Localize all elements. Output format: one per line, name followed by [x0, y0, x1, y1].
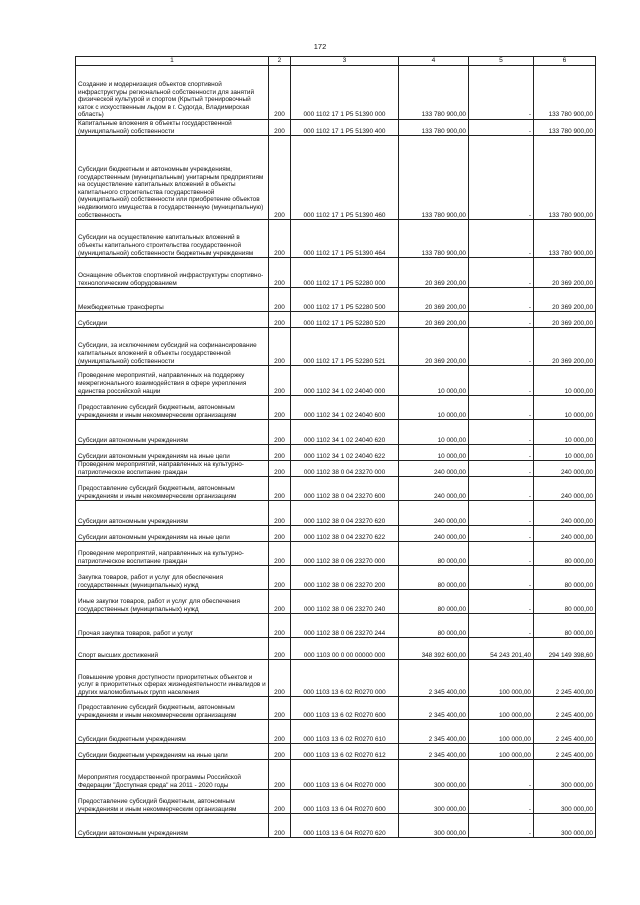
budget-table	[75, 56, 596, 838]
row-amount-cell: 80 000,00	[399, 590, 469, 614]
row-name-cell: Субсидии	[76, 312, 269, 328]
table-row	[76, 220, 596, 258]
table-row	[76, 461, 596, 477]
row-total-cell: 20 369 200,00	[534, 288, 596, 312]
column-header-2: 2	[269, 57, 291, 66]
row-name-cell: Субсидии автономным учреждениям на иные цели	[76, 526, 269, 542]
row-amount-cell: 240 000,00	[399, 461, 469, 477]
row-amount-cell: 300 000,00	[399, 814, 469, 838]
table-row	[76, 328, 596, 366]
row-gr-cell: 200	[269, 590, 291, 614]
row-change-cell: -	[469, 477, 534, 501]
row-gr-cell: 200	[269, 220, 291, 258]
row-gr-cell: 200	[269, 258, 291, 288]
row-amount-cell: 20 369 200,00	[399, 312, 469, 328]
row-code-cell: 000 1102 38 0 04 23270 622	[291, 526, 399, 542]
table-row	[76, 660, 596, 697]
row-code-cell: 000 1102 17 1 P5 51390 464	[291, 220, 399, 258]
row-amount-cell: 80 000,00	[399, 566, 469, 590]
row-gr-cell: 200	[269, 760, 291, 790]
row-gr-cell: 200	[269, 638, 291, 660]
row-code-cell: 000 1102 38 0 04 23270 620	[291, 501, 399, 526]
row-change-cell: -	[469, 760, 534, 790]
row-total-cell: 20 369 200,00	[534, 258, 596, 288]
table-row	[76, 542, 596, 566]
table-row	[76, 136, 596, 220]
row-total-cell: 2 245 400,00	[534, 660, 596, 697]
row-change-cell: 100 000,00	[469, 697, 534, 720]
table-row	[76, 566, 596, 590]
row-total-cell: 133 780 900,00	[534, 120, 596, 136]
row-name-cell: Оснащение объектов спортивной инфраструктуры спортивно-технологическим оборудованием	[76, 258, 269, 288]
row-name-cell: Капитальные вложения в объекты государственной (муниципальной) собственности	[76, 120, 269, 136]
column-header-6: 6	[534, 57, 596, 66]
row-total-cell: 240 000,00	[534, 477, 596, 501]
table-row	[76, 445, 596, 461]
row-total-cell: 80 000,00	[534, 614, 596, 638]
row-amount-cell: 80 000,00	[399, 614, 469, 638]
table-row	[76, 590, 596, 614]
table-row	[76, 720, 596, 744]
row-total-cell: 80 000,00	[534, 566, 596, 590]
row-total-cell: 20 369 200,00	[534, 312, 596, 328]
row-amount-cell: 133 780 900,00	[399, 136, 469, 220]
row-change-cell: 100 000,00	[469, 720, 534, 744]
row-name-cell: Предоставление субсидий бюджетным, автономным учреждениям и иным некоммерческим организациям	[76, 697, 269, 720]
row-total-cell: 294 149 398,60	[534, 638, 596, 660]
row-name-cell: Спорт высших достижений	[76, 638, 269, 660]
row-change-cell: -	[469, 526, 534, 542]
row-gr-cell: 200	[269, 136, 291, 220]
row-change-cell: -	[469, 614, 534, 638]
row-change-cell: -	[469, 66, 534, 120]
row-gr-cell: 200	[269, 461, 291, 477]
table-row	[76, 420, 596, 445]
row-code-cell: 000 1102 34 1 02 24040 622	[291, 445, 399, 461]
row-name-cell: Создание и модернизация объектов спортивной инфраструктуры региональной собственности для занятий физической культурой и спортом (Крытый тренировочный каток с искусственным льдом в г. Судогда, Владимирская область)	[76, 66, 269, 120]
row-code-cell: 000 1103 13 6 04 R0270 000	[291, 760, 399, 790]
table-row	[76, 288, 596, 312]
row-gr-cell: 200	[269, 697, 291, 720]
row-gr-cell: 200	[269, 526, 291, 542]
row-amount-cell: 10 000,00	[399, 396, 469, 420]
table-row	[76, 396, 596, 420]
table-row	[76, 477, 596, 501]
column-header-3: 3	[291, 57, 399, 66]
row-code-cell: 000 1102 34 1 02 24040 620	[291, 420, 399, 445]
row-change-cell: -	[469, 420, 534, 445]
row-change-cell: 100 000,00	[469, 744, 534, 760]
column-header-4: 4	[399, 57, 469, 66]
row-code-cell: 000 1102 38 0 06 23270 000	[291, 542, 399, 566]
row-code-cell: 000 1102 34 1 02 24040 000	[291, 366, 399, 396]
row-code-cell: 000 1103 00 0 00 00000 000	[291, 638, 399, 660]
row-code-cell: 000 1102 34 1 02 24040 600	[291, 396, 399, 420]
row-code-cell: 000 1102 17 1 P5 52280 500	[291, 288, 399, 312]
row-gr-cell: 200	[269, 566, 291, 590]
row-change-cell: -	[469, 312, 534, 328]
row-code-cell: 000 1102 38 0 04 23270 000	[291, 461, 399, 477]
row-change-cell: -	[469, 790, 534, 814]
row-name-cell: Субсидии бюджетным и автономным учреждениям, государственным (муниципальным) унитарным предприятиям на осуществление капитальных вложений в объекты капитального строительства государственной (муниципальной) собственности или приобретение объектов недвижимого имущества в государственную (муниципальную) собственность	[76, 136, 269, 220]
row-code-cell: 000 1103 13 6 02 R0270 610	[291, 720, 399, 744]
row-gr-cell: 200	[269, 366, 291, 396]
row-name-cell: Субсидии автономным учреждениям	[76, 420, 269, 445]
row-total-cell: 10 000,00	[534, 366, 596, 396]
row-total-cell: 133 780 900,00	[534, 220, 596, 258]
row-name-cell: Межбюджетные трансферты	[76, 288, 269, 312]
table-header-row	[76, 57, 596, 66]
row-change-cell: -	[469, 590, 534, 614]
row-name-cell: Проведение мероприятий, направленных на культурно-патриотическое воспитание граждан	[76, 542, 269, 566]
row-change-cell: -	[469, 501, 534, 526]
row-change-cell: -	[469, 542, 534, 566]
row-gr-cell: 200	[269, 501, 291, 526]
row-change-cell: -	[469, 814, 534, 838]
table-row	[76, 312, 596, 328]
row-gr-cell: 200	[269, 312, 291, 328]
table-row	[76, 66, 596, 120]
row-amount-cell: 240 000,00	[399, 477, 469, 501]
table-row	[76, 258, 596, 288]
row-change-cell: -	[469, 120, 534, 136]
row-total-cell: 10 000,00	[534, 420, 596, 445]
row-change-cell: -	[469, 136, 534, 220]
row-change-cell: -	[469, 288, 534, 312]
row-name-cell: Субсидии, за исключением субсидий на софинансирование капитальных вложений в объекты государственной (муниципальной) собственности	[76, 328, 269, 366]
row-total-cell: 240 000,00	[534, 501, 596, 526]
row-change-cell: -	[469, 445, 534, 461]
row-name-cell: Субсидии на осуществление капитальных вложений в объекты капитального строительства государственной (муниципальной) собственности бюджетным учреждениям	[76, 220, 269, 258]
row-name-cell: Субсидии автономным учреждениям на иные цели	[76, 445, 269, 461]
row-name-cell: Прочая закупка товаров, работ и услуг	[76, 614, 269, 638]
row-amount-cell: 240 000,00	[399, 526, 469, 542]
row-total-cell: 2 245 400,00	[534, 697, 596, 720]
row-name-cell: Повышение уровня доступности приоритетных объектов и услуг в приоритетных сферах жизнедеятельности инвалидов и других маломобильных групп населения	[76, 660, 269, 697]
row-change-cell: -	[469, 220, 534, 258]
row-gr-cell: 200	[269, 328, 291, 366]
row-total-cell: 300 000,00	[534, 790, 596, 814]
table-row	[76, 120, 596, 136]
row-name-cell: Закупка товаров, работ и услуг для обеспечения государственных (муниципальных) нужд	[76, 566, 269, 590]
row-amount-cell: 2 345 400,00	[399, 720, 469, 744]
row-gr-cell: 200	[269, 814, 291, 838]
row-total-cell: 10 000,00	[534, 396, 596, 420]
row-name-cell: Предоставление субсидий бюджетным, автономным учреждениям и иным некоммерческим организациям	[76, 396, 269, 420]
page-number: 172	[313, 42, 327, 51]
table-row	[76, 814, 596, 838]
row-amount-cell: 20 369 200,00	[399, 288, 469, 312]
row-code-cell: 000 1102 38 0 04 23270 600	[291, 477, 399, 501]
row-gr-cell: 200	[269, 790, 291, 814]
row-change-cell: -	[469, 328, 534, 366]
row-gr-cell: 200	[269, 66, 291, 120]
row-gr-cell: 200	[269, 477, 291, 501]
row-name-cell: Проведение мероприятий, направленных на поддержку межрегионального взаимодействия в сфере укрепления единства российской нации	[76, 366, 269, 396]
row-amount-cell: 10 000,00	[399, 366, 469, 396]
table-row	[76, 614, 596, 638]
row-amount-cell: 20 369 200,00	[399, 258, 469, 288]
table-row	[76, 697, 596, 720]
row-code-cell: 000 1102 17 1 P5 51390 000	[291, 66, 399, 120]
row-code-cell: 000 1103 13 6 04 R0270 600	[291, 790, 399, 814]
row-gr-cell: 200	[269, 120, 291, 136]
row-amount-cell: 300 000,00	[399, 790, 469, 814]
row-code-cell: 000 1102 17 1 P5 52280 000	[291, 258, 399, 288]
row-total-cell: 300 000,00	[534, 760, 596, 790]
row-code-cell: 000 1102 17 1 P5 52280 521	[291, 328, 399, 366]
table-row	[76, 760, 596, 790]
row-gr-cell: 200	[269, 420, 291, 445]
row-amount-cell: 2 345 400,00	[399, 660, 469, 697]
row-change-cell: -	[469, 366, 534, 396]
row-total-cell: 240 000,00	[534, 526, 596, 542]
row-code-cell: 000 1102 17 1 P5 51390 400	[291, 120, 399, 136]
row-amount-cell: 20 369 200,00	[399, 328, 469, 366]
table-row	[76, 501, 596, 526]
column-header-5: 5	[469, 57, 534, 66]
table-row	[76, 638, 596, 660]
row-name-cell: Мероприятия государственной программы Российской Федерации "Доступная среда" на 2011 - 2020 годы	[76, 760, 269, 790]
row-total-cell: 80 000,00	[534, 542, 596, 566]
table-row	[76, 366, 596, 396]
row-name-cell: Предоставление субсидий бюджетным, автономным учреждениям и иным некоммерческим организациям	[76, 477, 269, 501]
row-total-cell: 300 000,00	[534, 814, 596, 838]
row-change-cell: -	[469, 258, 534, 288]
row-name-cell: Субсидии бюджетным учреждениям	[76, 720, 269, 744]
row-name-cell: Проведение мероприятий, направленных на культурно-патриотическое воспитание граждан	[76, 461, 269, 477]
row-amount-cell: 133 780 900,00	[399, 66, 469, 120]
row-total-cell: 2 245 400,00	[534, 720, 596, 744]
table-row	[76, 526, 596, 542]
row-name-cell: Субсидии автономным учреждениям	[76, 501, 269, 526]
row-gr-cell: 200	[269, 542, 291, 566]
row-total-cell: 80 000,00	[534, 590, 596, 614]
column-header-1: 1	[76, 57, 269, 66]
row-gr-cell: 200	[269, 614, 291, 638]
row-code-cell: 000 1102 17 1 P5 52280 520	[291, 312, 399, 328]
row-code-cell: 000 1102 38 0 06 23270 200	[291, 566, 399, 590]
row-gr-cell: 200	[269, 744, 291, 760]
row-total-cell: 2 245 400,00	[534, 744, 596, 760]
row-total-cell: 133 780 900,00	[534, 136, 596, 220]
row-code-cell: 000 1102 38 0 06 23270 244	[291, 614, 399, 638]
table-row	[76, 744, 596, 760]
row-total-cell: 20 369 200,00	[534, 328, 596, 366]
row-amount-cell: 133 780 900,00	[399, 220, 469, 258]
row-amount-cell: 10 000,00	[399, 445, 469, 461]
row-code-cell: 000 1102 17 1 P5 51390 460	[291, 136, 399, 220]
row-amount-cell: 300 000,00	[399, 760, 469, 790]
row-code-cell: 000 1103 13 6 04 R0270 620	[291, 814, 399, 838]
row-code-cell: 000 1103 13 6 02 R0270 000	[291, 660, 399, 697]
row-total-cell: 10 000,00	[534, 445, 596, 461]
row-amount-cell: 80 000,00	[399, 542, 469, 566]
row-gr-cell: 200	[269, 396, 291, 420]
row-name-cell: Субсидии автономным учреждениям	[76, 814, 269, 838]
row-gr-cell: 200	[269, 720, 291, 744]
row-total-cell: 133 780 900,00	[534, 66, 596, 120]
row-amount-cell: 133 780 900,00	[399, 120, 469, 136]
row-gr-cell: 200	[269, 288, 291, 312]
row-code-cell: 000 1103 13 6 02 R0270 612	[291, 744, 399, 760]
budget-table-body	[76, 57, 596, 838]
table-row	[76, 790, 596, 814]
row-amount-cell: 348 392 600,00	[399, 638, 469, 660]
row-name-cell: Субсидии бюджетным учреждениям на иные цели	[76, 744, 269, 760]
row-change-cell: 54 243 201,40	[469, 638, 534, 660]
row-name-cell: Предоставление субсидий бюджетным, автономным учреждениям и иным некоммерческим организациям	[76, 790, 269, 814]
row-change-cell: 100 000,00	[469, 660, 534, 697]
row-code-cell: 000 1103 13 6 02 R0270 600	[291, 697, 399, 720]
row-code-cell: 000 1102 38 0 06 23270 240	[291, 590, 399, 614]
row-amount-cell: 10 000,00	[399, 420, 469, 445]
row-amount-cell: 2 345 400,00	[399, 697, 469, 720]
row-gr-cell: 200	[269, 445, 291, 461]
row-change-cell: -	[469, 396, 534, 420]
row-amount-cell: 240 000,00	[399, 501, 469, 526]
row-amount-cell: 2 345 400,00	[399, 744, 469, 760]
row-change-cell: -	[469, 566, 534, 590]
row-gr-cell: 200	[269, 660, 291, 697]
row-change-cell: -	[469, 461, 534, 477]
row-total-cell: 240 000,00	[534, 461, 596, 477]
row-name-cell: Иные закупки товаров, работ и услуг для обеспечения государственных (муниципальных) нужд	[76, 590, 269, 614]
